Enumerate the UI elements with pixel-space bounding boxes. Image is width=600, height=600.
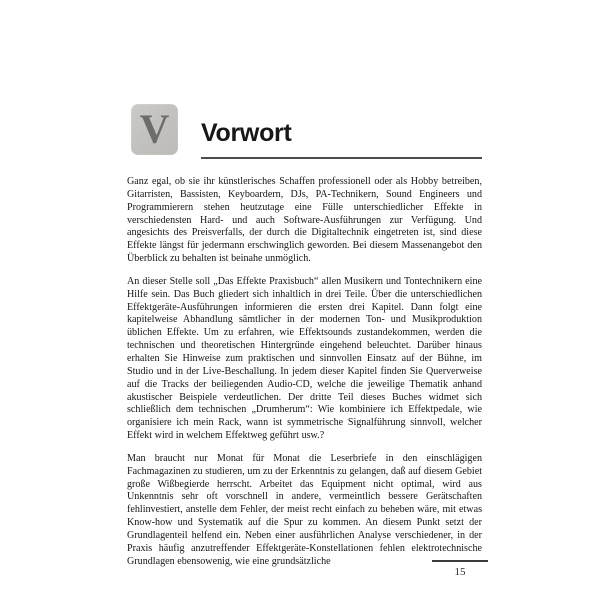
chapter-title-rule <box>201 157 482 159</box>
body-paragraph: Ganz egal, ob sie ihr künstlerisches Schaffen professionell oder als Hobby betreiben, Gitarristen, Bassisten, Keyboardern, DJs, PA-Technikern, Sound Engineers und Programmierern stehen heutzutage eine Fülle unterschiedlicher Effekte in verschiedensten Hard- und auch Software-Ausführungen zur Verfügung. Und angesichts des Preisverfalls, der durch die Digitaltechnik eingetreten ist, sind diese Effekte längst für jedermann erschwinglich geworden. Bei diesem Massenangebot den Überblick zu behalten ist beinahe unmöglich. <box>127 176 482 265</box>
chapter-letter-badge <box>131 104 178 155</box>
footer-rule <box>432 560 488 562</box>
chapter-header <box>127 104 482 166</box>
page-content <box>127 104 482 568</box>
page-footer <box>432 560 488 578</box>
body-paragraph: An dieser Stelle soll „Das Effekte Praxisbuch“ allen Musikern und Tontechnikern eine Hilfe sein. Das Buch gliedert sich inhaltlich in drei Teile. Über die unterschiedlichen Effektgeräte-Ausführungen informieren die ersten drei Kapitel. Dann folgt eine kapitelweise Abhandlung sämtlicher in der modernen Ton- und Musikproduktion üblichen Effekte. Um zu erfahren, wie Effektsounds zustandekommen, werden die technischen und theoretischen Hintergründe eingehend beleuchtet. Darüber hinaus erhalten Sie Hinweise zum praktischen und sinnvollen Einsatz auf der Bühne, im Studio und in der Live-Beschallung. In jedem dieser Kapitel finden Sie Querverweise auf die Tracks der beiliegenden Audio-CD, welche die jeweilige Thematik anhand akustischer Beispiele verdeutlichen. Der dritte Teil dieses Buches widmet sich schließlich dem technischen „Drumherum“: Wie kombiniere ich Effektpedale, wie organisiere ich mein Rack, wann ist symmetrische Signalführung sinnvoll, welcher Effekt wird in welchem Effektweg geführt usw.? <box>127 275 482 442</box>
body-copy <box>127 176 482 568</box>
body-paragraph: Man braucht nur Monat für Monat die Leserbriefe in den einschlägigen Fachmagazinen zu studieren, um zu der Erkenntnis zu gelangen, daß auf diesem Gebiet große Wißbegierde herrscht. Arbeitet das Equipment nicht optimal, wird aus Unkenntnis sehr oft vorschnell in andere, vermeintlich bessere Gerätschaften fehlinvestiert, anstelle dem Fehler, der meist recht einfach zu beheben wäre, mit etwas Know-how und Systematik auf die Spur zu kommen. An diesem Punkt setzt der Grundlagenteil helfend ein. Neben einer ausführlichen Analyse verschiedener, in der Praxis häufig anzutreffender Effektgeräte-Konstellationen fehlen elektrotechnische Grundlagen ebensowenig, wie eine grundsätzliche <box>127 452 482 567</box>
page-number: 15 <box>454 566 466 578</box>
chapter-badge-letter: V <box>139 105 170 152</box>
chapter-title: Vorwort <box>201 119 292 147</box>
